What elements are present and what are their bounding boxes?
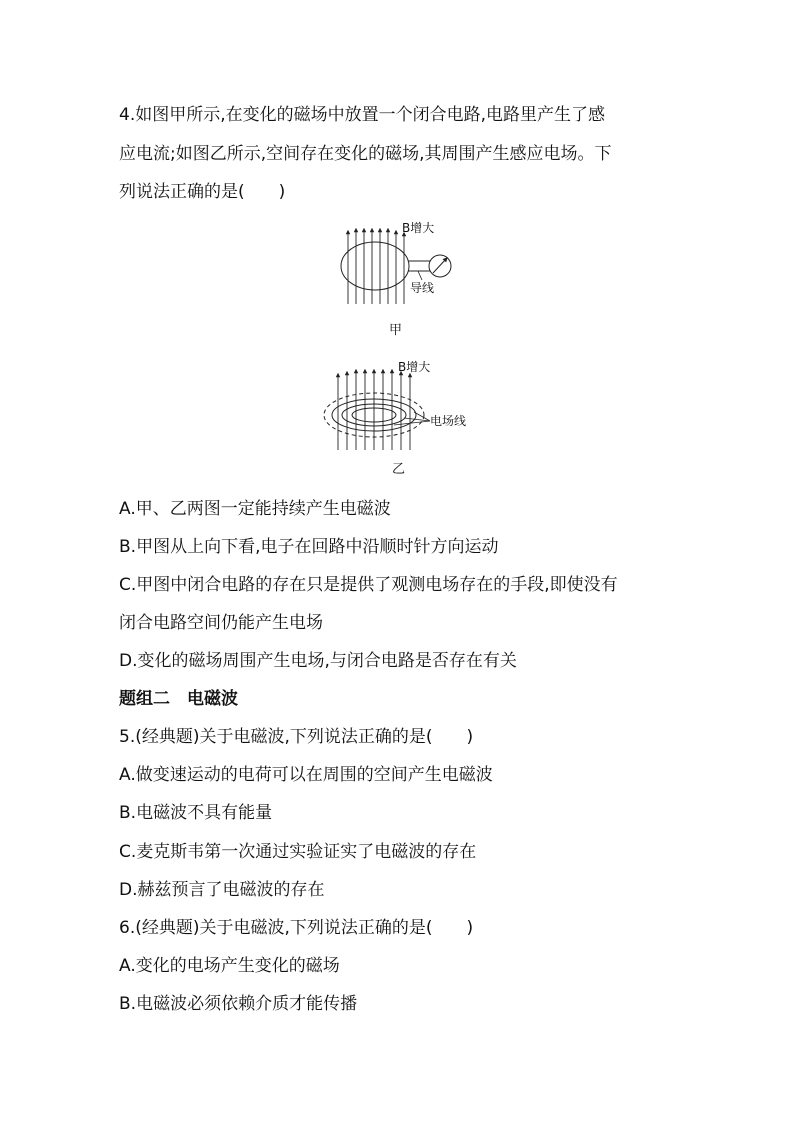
q4-option-c-line-1: C.甲图中闭合电路的存在只是提供了观测电场存在的手段,即使没有 [119, 575, 618, 595]
figure-yi [318, 355, 488, 455]
yi-caption: 乙 [392, 462, 406, 477]
q6-option-b: B.电磁波必须依赖介质才能传播 [119, 994, 358, 1014]
q6-stem: 6.(经典题)关于电磁波,下列说法正确的是( ) [119, 918, 474, 938]
jia-caption: 甲 [389, 323, 403, 338]
circuit-loop [341, 242, 409, 290]
yi-b-label: B增大 [398, 360, 431, 374]
q5-option-d: D.赫兹预言了电磁波的存在 [119, 880, 325, 900]
q4-option-c-line-2: 闭合电路空间仍能产生电场 [119, 613, 323, 633]
q5-option-a: A.做变速运动的电荷可以在周围的空间产生电磁波 [119, 765, 493, 785]
q5-option-b: B.电磁波不具有能量 [119, 803, 273, 823]
jia-b-label: B增大 [402, 221, 435, 235]
q4-option-d: D.变化的磁场周围产生电场,与闭合电路是否存在有关 [119, 651, 517, 671]
q5-stem: 5.(经典题)关于电磁波,下列说法正确的是( ) [119, 727, 474, 747]
jia-wire-label: 导线 [410, 281, 435, 295]
q4-stem-line-3: 列说法正确的是( ) [119, 182, 286, 202]
q6-option-a: A.变化的电场产生变化的磁场 [119, 956, 340, 976]
q5-option-c: C.麦克斯韦第一次通过实验证实了电磁波的存在 [119, 842, 477, 862]
q4-option-a: A.甲、乙两图一定能持续产生电磁波 [119, 499, 391, 519]
magnetic-field-lines [348, 230, 404, 304]
q4-option-b: B.甲图从上向下看,电子在回路中沿顺时针方向运动 [119, 537, 499, 557]
magnetic-field-lines-yi [338, 371, 410, 450]
q4-stem-line-2: 应电流;如图乙所示,空间存在变化的磁场,其周围产生感应电场。下 [119, 144, 612, 164]
q4-stem-line-1: 4.如图甲所示,在变化的磁场中放置一个闭合电路,电路里产生了感 [119, 105, 606, 125]
figure-jia [330, 212, 470, 312]
section-heading: 题组二 电磁波 [119, 689, 238, 709]
yi-field-label: 电场线 [430, 414, 467, 428]
